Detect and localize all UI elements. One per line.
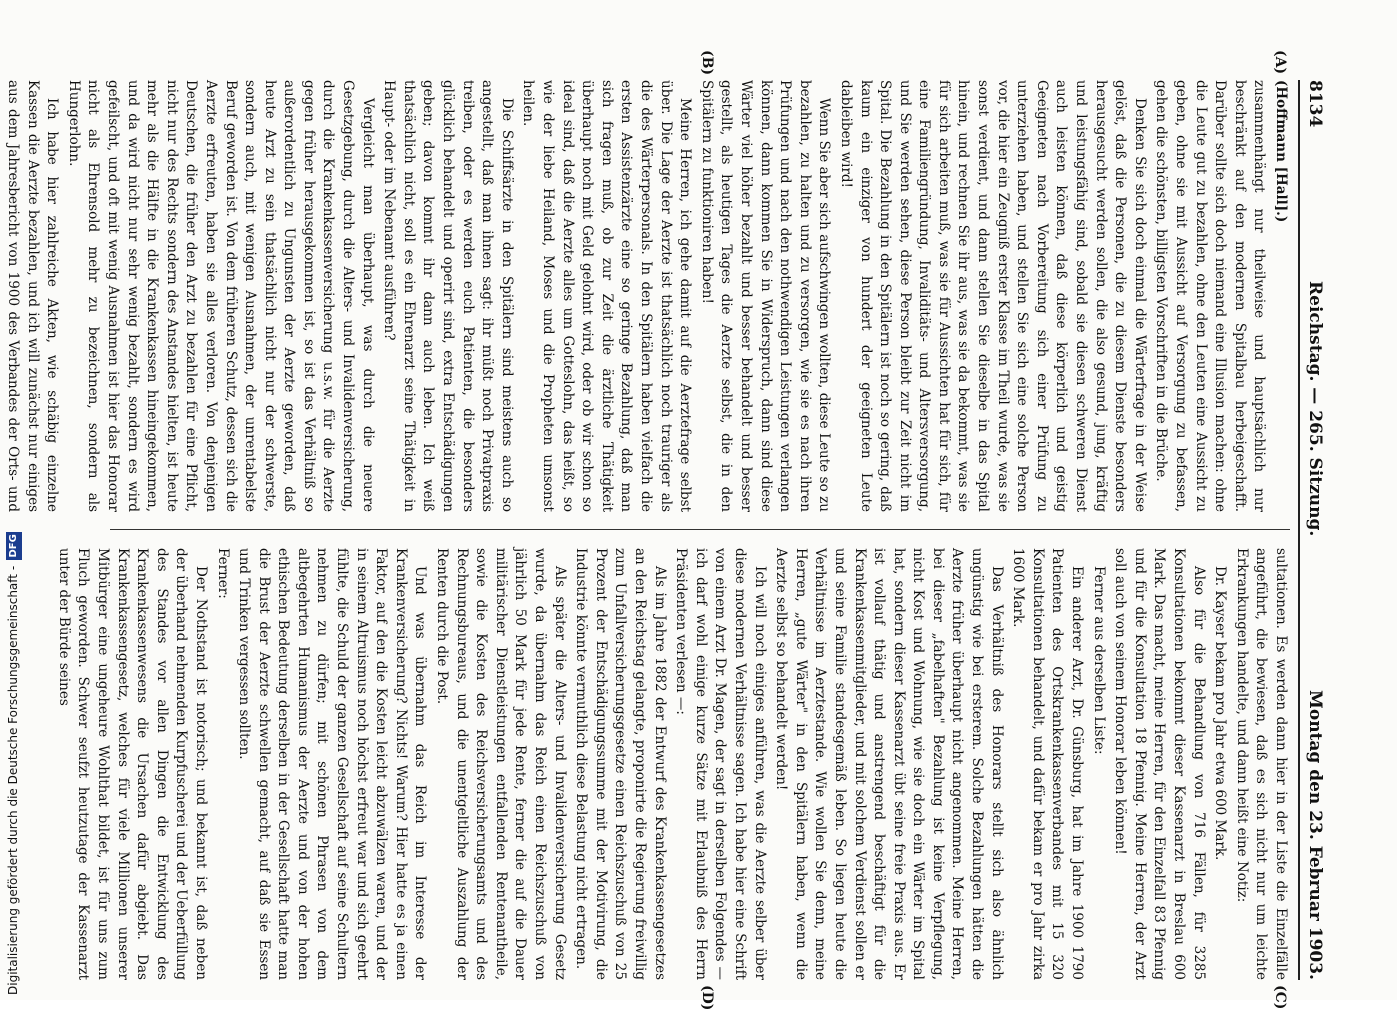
quote-paragraph: Ein anderer Arzt, Dr. Günsburg, hat im Jahre 1900 1790 Patienten des Ortskrankenkassenverbandes mit 15 320 Konsultationen behandelt, und dafür bekam er pro Jahr zirka 1600 Mark. [1010, 548, 1086, 980]
paragraph: Also für die Behandlung von 716 Fällen, für 3285 Konsultationen bekommt dieser Kassenarzt in Breslau 600 Mark. Das macht, meine Herren, für den Einzelfall 83 Pfennig und für die Konsultation 18 Pfennig. Meine Herren, der Arzt soll auch von seinem Honorar leben können! [1112, 548, 1207, 980]
column-divider [110, 529, 1290, 530]
paragraph: Meine Herren, ich gehe damit auf die Aerztefrage selbst über. Die Lage der Aerzte ist thatsächlich noch trauriger als die des Wärterpersonals. In den Spitälern haben vielfach die ersten Assistenzärzte eine so geringe Bezahlung, daß man sich fragen muß, ob zur Zeit die ärztliche Thätigkeit überhaupt noch mit Geld gelohnt wird, oder ob wir schon so ideal sind, daß die Aerzte alles um Gotteslohn, das heißt, so wie der liebe Heiland, Moses und die Propheten umsonst heilen. [520, 80, 694, 512]
quote-paragraph: Und was übernahm das Reich im Interesse der Krankenversicherung? Nichts! Warum? Hier hatte es ja einen Faktor, auf den die Kosten leicht abzuwälzen waren, und der in seinem Altruismus noch höchst erfreut war und sich geehrt fühlte, die Schuld der ganzen Gesellschaft auf seine Schultern nehmen zu dürfen; mit schönen Phrasen von dem altbegehrten Humanismus der Aerzte und von der hohen ethischen Bedeutung derselben in der Gesellschaft hatte man die Brust der Aerzte schwellen gemacht, auf daß sie Essen und Trinken vergessen sollten. [236, 548, 429, 980]
page-number: 8134 [1305, 80, 1325, 128]
margin-marker-c: (C) [1272, 985, 1288, 1010]
paragraph: Das Verhältniß des Honorars stellt sich also ähnlich ungünstig wie bei ersterem. Solche Bezahlungen hätten die Aerzte früher überhaupt nicht angenommen. Meine Herren, bei dieser „fabelhaften" Bezahlung ist keine Verpflegung, nicht Kost und Wohnung, wie sie doch ein Wärter im Spital hat, sondern dieser Kassenarzt übt seine freie Praxis aus. Er ist vollauf thätig und anstrengend beschäftigt für die Krankenkassenmitglieder, und mit solchem Verdienst sollen er und seine Familie standesgemäß leben. So liegen heute die Verhältnisse im Aerztestande. Wie wollen Sie denn, meine Herren, „gute Wärter" in den Spitälern haben, wenn die Aerzte selbst so behandelt werden! [773, 548, 1005, 980]
paragraph: Die Schiffsärzte in den Spitälern sind meistens auch so angestellt, daß man ihnen sagt: ihr müßt noch Privatpraxis treiben, oder es werden euch Patienten, die besonders glücklich behandelt und operirt sind, extra Entschädigungen geben; davon kommt ihr dann auch leben. Ich weiß thatsächlich nicht, soll es ein Ehrenarzt seine Thätigkeit in Haupt- oder im Nebenamt ausführen? [381, 80, 515, 512]
quote-paragraph: Der Nothstand ist notorisch; und bekannt ist, daß neben der überhand nehmenden Kurpfuscherei und der Ueberfüllung des Standes vor allen Dingen die Entwicklung des Krankenkassenwesens die Ursachen dafür abgiebt. Das Krankenkassengesetz, welches für viele Millionen unserer Mitbürger eine ungeheure Wohlthat bildet, ist für uns zum Fluch geworden. Schwer seufzt heutzutage der Kassenarzt unter der Bürde seines [55, 548, 209, 981]
digitization-credit [2, 5, 24, 995]
paragraph: Ich habe hier zahlreiche Akten, wie schäbig einzelne Kassen die Aerzte bezahlen, und ich will zunächst nur einiges aus dem Jahresbericht von 1900 des Verbandes der Orts- und [5, 80, 61, 512]
paragraph: Ferner aus derselben Liste: [1090, 566, 1107, 755]
paragraph: zusammenhängt nur theilweise und hauptsächlich nur beschränkt auf den modernen Spitalbau herbeigeschafft. Darüber sollte sich doch niemand eine Illusion machen: ohne die Leute gut zu bezahlen, ohne den Leuten eine Aussicht zu geben, ohne sie mit Aussicht auf Versorgung zu befassen, gehen die schönsten, billigsten Vorschriften in die Brüche. [1153, 80, 1268, 512]
left-column [5, 80, 1290, 512]
right-column [55, 548, 1290, 981]
paragraph: sultationen. Es werden dann hier in der Liste die Einzelfälle angeführt, die bewiesen, daß es sich nicht nur um leichte Erkrankungen handelte, und dann heißt eine Notiz: [1233, 548, 1289, 980]
margin-marker-d: (D) [699, 985, 715, 1010]
paragraph: Wenn Sie aber sich aufschwingen wollten, diese Leute so zu bezahlen, zu halten und zu versorgen, wie sie es nach ihren Prüfungen und nach den nothwendigen Leistungen verlangen können, dann kommen Sie in Widerspruch, dann sind diese Wärter viel höher bezahlt und besser behandelt und besser gestellt, als heutigen Tages die Aerzte selbst, die in den Spitälern zu funktioniren haben! [698, 80, 833, 512]
margin-marker-a: (A) [1272, 50, 1288, 75]
speaker-name: (Hoffmann [Hall].) [1273, 80, 1289, 223]
margin-marker-b: (B) [699, 50, 715, 76]
speaker-line [1270, 80, 1290, 512]
page-title: Reichstag. — 265. Sitzung. [1305, 281, 1325, 537]
credit-text: Digitalisierung gefördert durch die Deutsche Forschungsgemeinschaft - [6, 565, 20, 995]
dfg-logo: DFG [6, 532, 22, 560]
quote-paragraph: Als im Jahre 1882 der Entwurf des Krankenkassengesetzes an den Reichstag gelangte, proponirte die Regierung freiwillig zum Unfallversicherungsgesetze einen Reichszuschuß von 25 Prozent der Entschädigungssumme mit der Motivirung, die Industrie könnte vermuthlich diese Belastung nicht ertragen. [573, 548, 668, 980]
paragraph: Ferner: [214, 548, 231, 599]
page-date: Montag den 23. Februar 1903. [1305, 690, 1325, 980]
quote-paragraph: Als später die Alters- und Invalidenversicherung Gesetz wurde, da übernahm das Reich einen Reichszuschuß von jährlich 50 Mark für jede Rente, ferner die auf die Dauer militärischer Dienstleistungen entfallenden Rentenantheile, sowie die Kosten des Reichsversicherungsamts und des Rechnungsbureaus, und die unentgeltliche Auszahlung der Renten durch die Post. [434, 548, 568, 980]
paragraph: Ich will noch einiges anführen, was die Aerzte selber über diese modernen Verhältnisse sagen. Ich habe hier eine Schrift von einem Arzt Dr. Magen, der sagt in derselben Folgendes — ich darf wohl einige kurze Sätze mit Erlaubniß des Herrn Präsidenten verlesen —: [673, 548, 768, 980]
quote-line: Dr. Kayser bekam pro Jahr etwa 600 Mark. [1212, 566, 1229, 861]
paragraph: Vergleicht man überhaupt, was durch die neuere Gesetzgebung, durch die Alters- und Invalidenversicherung, durch die Krankenkassenversicherung u.s.w. für die Aerzte gegen früher herausgekommen ist, so ist das Verhältniß so außerordentlich zu Ungunsten der Aerzte geworden, daß heute Arzt zu sein thatsächlich nicht nur der schwerste, sondern auch, mit wenigen Ausnahmen, der unrentabelste Beruf geworden ist. Von dem früheren Schutz, dessen sich die Aerzte erfreuten, haben sie alles verloren. Von denjenigen Deutschen, die früher den Arzt zu bezahlen für eine Pflicht, nicht nur des Rechts sondern des Anstandes hielten, ist heute mehr als die Hälfte in die Krankenkassen hineingekommen, und da wird nicht nur sehr wenig bezahlt, sondern es wird gefeilscht, und oft mit wenig Ausnahmen ist hier das Honorar nicht als Ehrensold mehr zu bezeichnen, sondern als Hungerlohn. [65, 80, 376, 512]
paragraph: Denken Sie sich doch einmal die Wärterfrage in der Weise gelöst, daß die Personen, die zu diesem Dienste besonders herausgesucht werden sollen, die also gesund, jung, kräftig und leistungsfähig sind, sobald sie diesen schweren Dienst auch leisten können, daß diese körperlich und geistig Geeigneten nach Vorbereitung sich einer Prüfung zu unterziehen haben, und stellen Sie sich eine solche Person vor, die hier ein Zeugniß erster Klasse im Theil wurde, was sie sonst verdient, und dann stellen Sie dieselbe in das Spital hinein, und rechnen Sie ihr aus, was sie da bekommt, was sie für sich arbeiten muß, was sie für Aussichten hat für sich, für eine Familiengründung, Invaliditäts- und Altersversorgung, und Sie werden sehen, diese Person bleibt zur Zeit nicht im Spital. Die Bezahlung in den Spitälern ist noch so gering, daß kaum ein einziger von hundert der geeigneten Leute dableiben wird! [837, 80, 1148, 512]
page-header [1298, 80, 1330, 980]
